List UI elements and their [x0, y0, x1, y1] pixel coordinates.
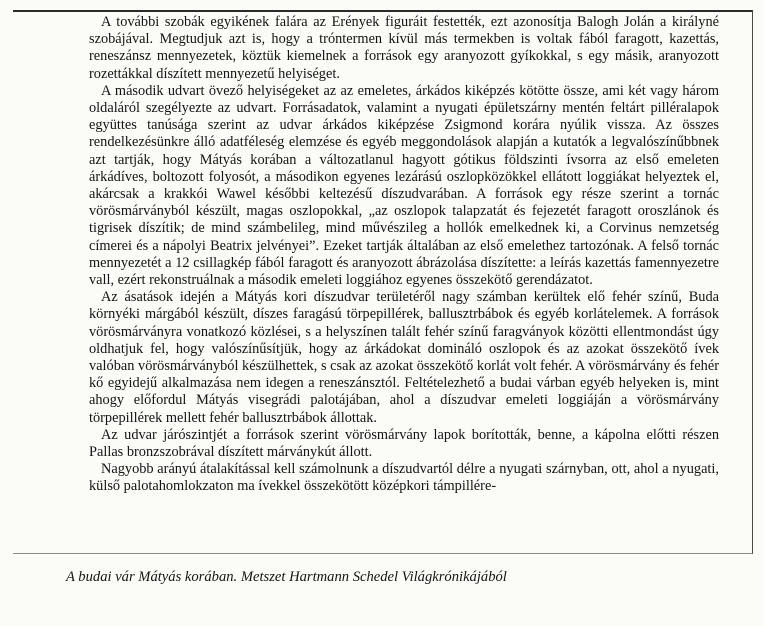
paragraph-3: Az ásatások idején a Mátyás kori díszudvar területéről nagy számban kerültek elő fehér színű, Buda környéki márgából készült, díszes faragású törpepillérek, ballusztrbábok és egyéb korlátelemek. A források vörösmárványra vonatkozó közlései, s a helyszínen talált fehér színű faragványok közötti ellentmondást úgy oldhatjuk fel, hogy valószínűsítjük, hogy az árkádokat domináló oszlopok és az azokat összekötő ívek valóban vörösmárványból készülhettek, s csak az azokat összekötő korlát volt fehér. A vörösmárvány és fehér kő egyidejű alkalmazása nem idegen a reneszánsztól. Feltételezhető a budai várban egyéb helyeken is, mint ahogy előfordul Mátyás visegrádi palotájában, ahol a díszudvar emeleti loggiáján a vörösmárvány törpepillérek mellett fehér ballusztrbábok állottak.: [89, 289, 719, 426]
paragraph-5: Nagyobb arányú átalakítással kell számolnunk a díszudvartól délre a nyugati szárnyban, ott, ahol a nyugati, külső palotahomlokzaton ma ívekkel összekötött középkori támpillére-: [89, 461, 719, 495]
paragraph-2: A második udvart övező helyiségeket az az emeletes, árkádos kiképzés kötötte össze, ami két vagy három oldaláról szegélyezte az udvart. Forrásadatok, valamint a nyugati épületszárny mentén feltárt pilléralapok együttes tanúsága szerint az udvar árkádos kiképzése Zsigmond korára nyúlik vissza. Az összes rendelkezésünkre álló adatféleség elemzése és egyéb meggondolások alapján a kutatók a legvalószínűbbnek azt tartják, hogy Mátyás korában a változatlanul hagyott gótikus földszinti ívsorra az első emeleten árkádíves, boltozott folyosót, a másodikon egyenes lezárású oszlopközökkel ellátott loggiákat helyeztek el, akárcsak a krakkói Wawel későbbi keltezésű díszudvarában. A források egy része szerint a tornác vörösmárványból készült, magas oszlopokkal, „az oszlopok talapzatát és fejezetét faragott oroszlánok és tigrisek díszítik; de mind számbelileg, mind művészileg a hollók emelkednek ki, a Corvinus nemzetség címerei és a nápolyi Beatrix jelvényei”. Ezeket tartják általában az első emelethez tartozónak. A felső tornác mennyezetét a 12 csillagkép fából faragott és aranyozott ábrázolása díszítette: a leírás kazettás famennyezetre vall, ezért rekonstruálnak a második emeleti loggiához egyenes összekötő gerendázatot.: [89, 82, 719, 289]
paragraph-4: Az udvar járószintjét a források szerint vörösmárvány lapok borították, benne, a kápolna előtti részen Pallas bronzszobrával díszített márványkút állott.: [89, 426, 719, 461]
paragraph-1: A további szobák egyikének falára az Erények figuráit festették, ezt azonosítja Balogh Jolán a királyné szobájával. Megtudjuk azt is, hogy a tróntermen kívül más termekben is voltak fából faragott, kazettás, reneszánsz mennyezetek, köztük kiemelnek a források egy aranyozott gyíkokkal, s egy másik, aranyozott rozettákkal díszített mennyezetű helyiséget.: [89, 14, 719, 82]
body-text: [89, 14, 719, 496]
figure-caption: A budai vár Mátyás korában. Metszet Hartmann Schedel Világkrónikájából: [66, 569, 507, 585]
